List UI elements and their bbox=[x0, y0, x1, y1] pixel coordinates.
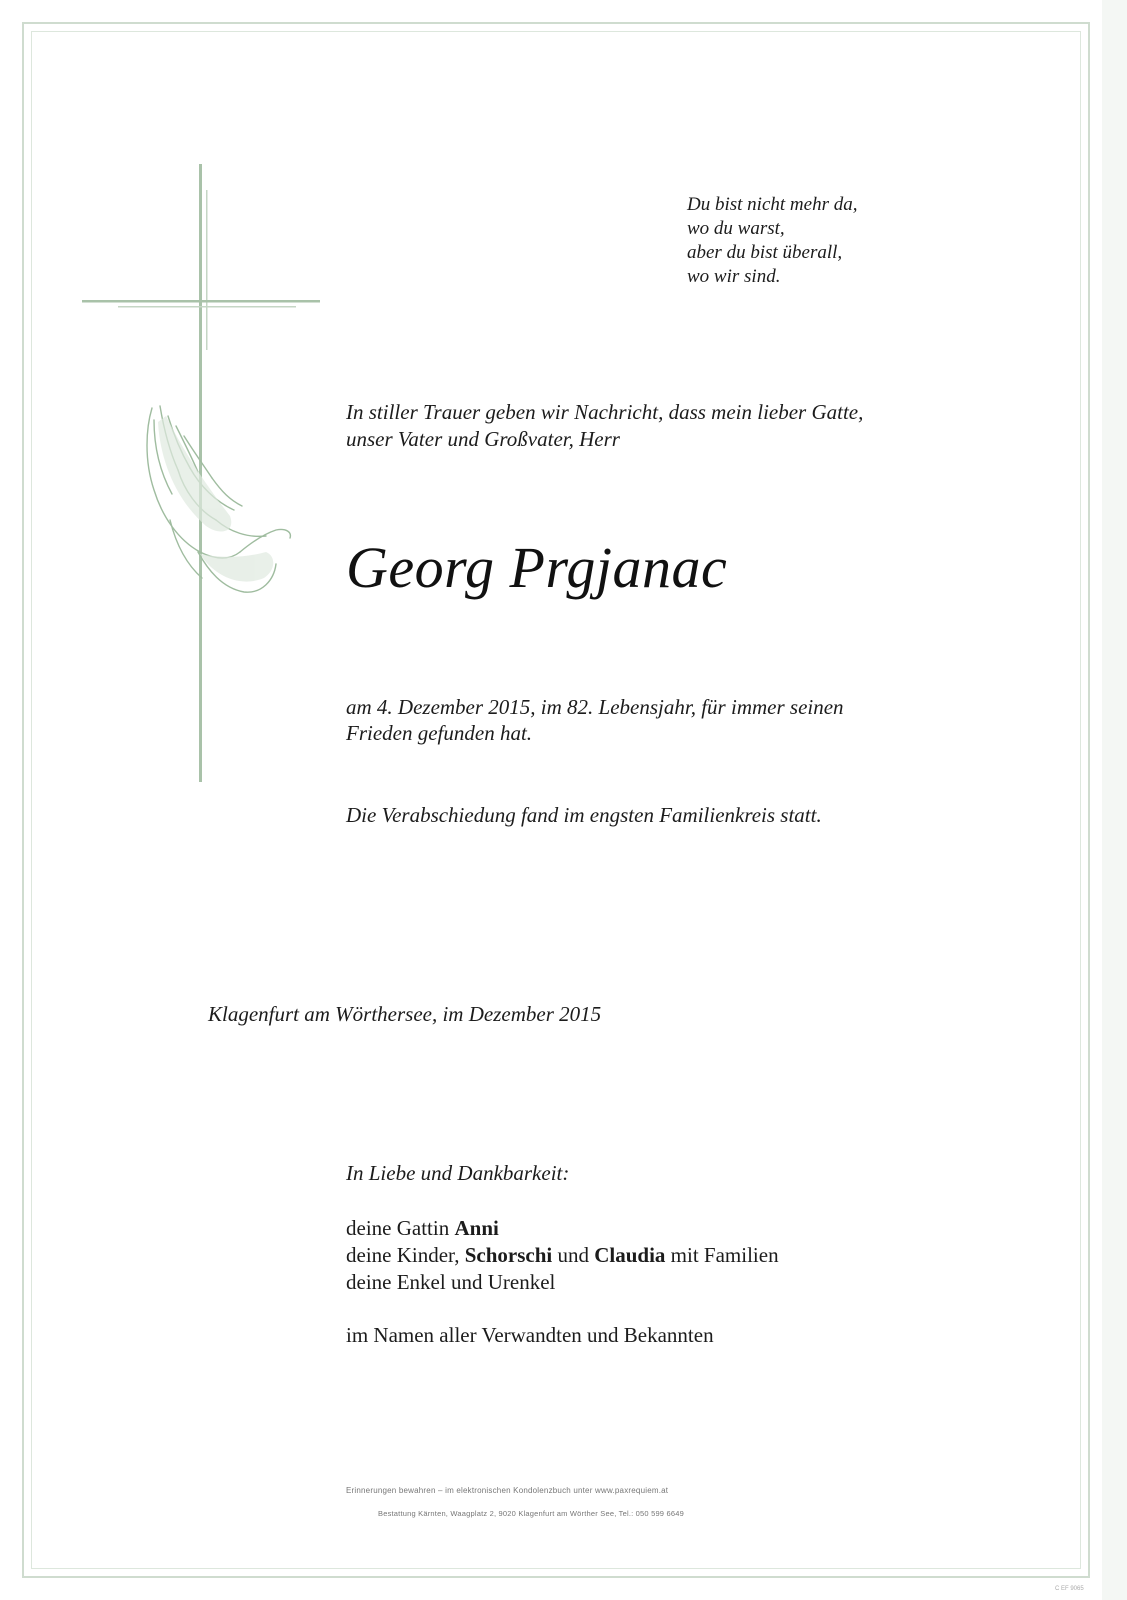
death-details bbox=[346, 694, 844, 746]
print-code: C EF 9065 bbox=[1055, 1586, 1084, 1592]
announcement-line: unser Vater und Großvater, Herr bbox=[346, 427, 620, 451]
footer-condolence-note: Erinnerungen bewahren – im elektronischen Kondolenzbuch unter www.paxrequiem.at bbox=[346, 1486, 669, 1495]
mourner-label: deine Gattin bbox=[346, 1216, 455, 1240]
mourner-label: und bbox=[552, 1243, 595, 1267]
mourner-wife bbox=[346, 1215, 779, 1242]
mourner-name: Schorschi bbox=[464, 1243, 553, 1267]
thanks-heading: In Liebe und Dankbarkeit: bbox=[346, 1161, 570, 1185]
mourner-label: deine Kinder, bbox=[346, 1243, 465, 1267]
farewell-note: Die Verabschiedung fand im engsten Familienkreis statt. bbox=[346, 803, 822, 827]
mourner-children bbox=[346, 1242, 779, 1269]
memorial-quote bbox=[687, 193, 857, 289]
announcement-text bbox=[346, 399, 863, 453]
footer-funeral-home: Bestattung Kärnten, Waagplatz 2, 9020 Klagenfurt am Wörther See, Tel.: 050 599 6649 bbox=[378, 1509, 684, 1518]
quote-line: Du bist nicht mehr da, bbox=[687, 194, 858, 215]
cross-praying-hands-icon bbox=[80, 160, 330, 800]
announcement-line: In stiller Trauer geben wir Nachricht, dass mein lieber Gatte, bbox=[346, 400, 864, 424]
death-line: Frieden gefunden hat. bbox=[346, 721, 533, 745]
quote-line: wo wir sind. bbox=[687, 266, 781, 287]
quote-line: aber du bist überall, bbox=[687, 242, 843, 263]
deceased-name: Georg Prgjanac bbox=[346, 535, 728, 600]
mourner-label: mit Familien bbox=[665, 1243, 779, 1267]
closing-line: im Namen aller Verwandten und Bekannten bbox=[346, 1323, 714, 1347]
mourner-name: Anni bbox=[454, 1216, 499, 1240]
place-date: Klagenfurt am Wörthersee, im Dezember 2015 bbox=[208, 1002, 602, 1026]
mourners-list bbox=[346, 1215, 779, 1296]
mourner-name: Claudia bbox=[594, 1243, 666, 1267]
death-line: am 4. Dezember 2015, im 82. Lebensjahr, für immer seinen bbox=[346, 695, 844, 719]
quote-line: wo du warst, bbox=[687, 218, 785, 239]
mourner-grandchildren: deine Enkel und Urenkel bbox=[346, 1270, 556, 1294]
